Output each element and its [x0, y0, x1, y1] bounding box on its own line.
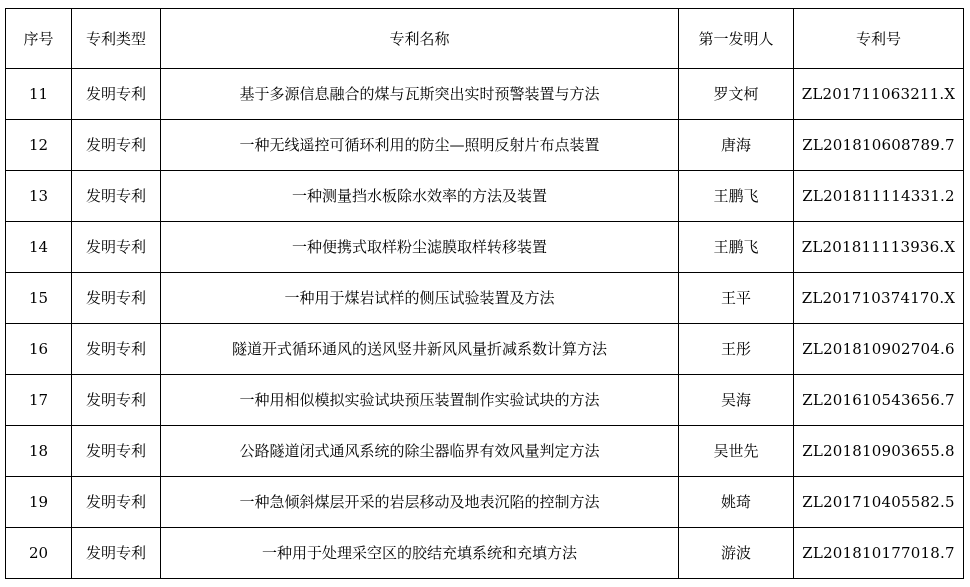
cell-serial-number: 17: [6, 375, 72, 426]
cell-patent-type: 发明专利: [72, 426, 161, 477]
cell-serial-number: 20: [6, 528, 72, 579]
cell-patent-name: 一种用相似模拟实验试块预压装置制作实验试块的方法: [161, 375, 679, 426]
table-row: [6, 120, 964, 171]
table-row: [6, 69, 964, 120]
cell-patent-type: 发明专利: [72, 120, 161, 171]
cell-patent-name: 一种无线遥控可循环利用的防尘—照明反射片布点装置: [161, 120, 679, 171]
cell-serial-number: 14: [6, 222, 72, 273]
cell-first-inventor: 罗文柯: [679, 69, 794, 120]
cell-serial-number: 13: [6, 171, 72, 222]
cell-serial-number: 19: [6, 477, 72, 528]
cell-serial-number: 12: [6, 120, 72, 171]
table-row: [6, 222, 964, 273]
cell-patent-number: ZL201811113936.X: [794, 222, 964, 273]
cell-patent-number: ZL201710374170.X: [794, 273, 964, 324]
cell-first-inventor: 唐海: [679, 120, 794, 171]
table-row: [6, 426, 964, 477]
cell-first-inventor: 王平: [679, 273, 794, 324]
cell-patent-type: 发明专利: [72, 477, 161, 528]
header-patent-type: 专利类型: [72, 9, 161, 69]
header-first-inventor: 第一发明人: [679, 9, 794, 69]
cell-patent-number: ZL201711063211.X: [794, 69, 964, 120]
cell-serial-number: 11: [6, 69, 72, 120]
cell-first-inventor: 吴世先: [679, 426, 794, 477]
cell-patent-name: 基于多源信息融合的煤与瓦斯突出实时预警装置与方法: [161, 69, 679, 120]
table-row: [6, 273, 964, 324]
cell-patent-type: 发明专利: [72, 375, 161, 426]
cell-first-inventor: 吴海: [679, 375, 794, 426]
cell-patent-name: 一种急倾斜煤层开采的岩层移动及地表沉陷的控制方法: [161, 477, 679, 528]
table-row: [6, 477, 964, 528]
header-row: [6, 9, 964, 69]
header-patent-name: 专利名称: [161, 9, 679, 69]
cell-first-inventor: 姚琦: [679, 477, 794, 528]
header-patent-number: 专利号: [794, 9, 964, 69]
cell-patent-number: ZL201810177018.7: [794, 528, 964, 579]
cell-serial-number: 16: [6, 324, 72, 375]
cell-patent-number: ZL201710405582.5: [794, 477, 964, 528]
header-serial-number: 序号: [6, 9, 72, 69]
cell-first-inventor: 王鹏飞: [679, 222, 794, 273]
cell-patent-name: 一种用于煤岩试样的侧压试验装置及方法: [161, 273, 679, 324]
cell-patent-number: ZL201811114331.2: [794, 171, 964, 222]
cell-patent-type: 发明专利: [72, 528, 161, 579]
cell-serial-number: 18: [6, 426, 72, 477]
patent-table: [5, 8, 964, 579]
cell-patent-number: ZL201610543656.7: [794, 375, 964, 426]
cell-serial-number: 15: [6, 273, 72, 324]
cell-patent-type: 发明专利: [72, 324, 161, 375]
cell-first-inventor: 王彤: [679, 324, 794, 375]
cell-patent-type: 发明专利: [72, 222, 161, 273]
cell-patent-name: 隧道开式循环通风的送风竖井新风风量折减系数计算方法: [161, 324, 679, 375]
cell-patent-type: 发明专利: [72, 69, 161, 120]
cell-patent-type: 发明专利: [72, 273, 161, 324]
cell-patent-number: ZL201810608789.7: [794, 120, 964, 171]
table-header: [6, 9, 964, 69]
cell-patent-name: 一种用于处理采空区的胶结充填系统和充填方法: [161, 528, 679, 579]
table-row: [6, 171, 964, 222]
cell-patent-name: 公路隧道闭式通风系统的除尘器临界有效风量判定方法: [161, 426, 679, 477]
cell-first-inventor: 游波: [679, 528, 794, 579]
table-row: [6, 324, 964, 375]
cell-patent-name: 一种测量挡水板除水效率的方法及装置: [161, 171, 679, 222]
cell-patent-number: ZL201810903655.8: [794, 426, 964, 477]
cell-patent-name: 一种便携式取样粉尘滤膜取样转移装置: [161, 222, 679, 273]
cell-patent-number: ZL201810902704.6: [794, 324, 964, 375]
table-row: [6, 528, 964, 579]
table-body: [6, 69, 964, 579]
table-row: [6, 375, 964, 426]
cell-first-inventor: 王鹏飞: [679, 171, 794, 222]
cell-patent-type: 发明专利: [72, 171, 161, 222]
